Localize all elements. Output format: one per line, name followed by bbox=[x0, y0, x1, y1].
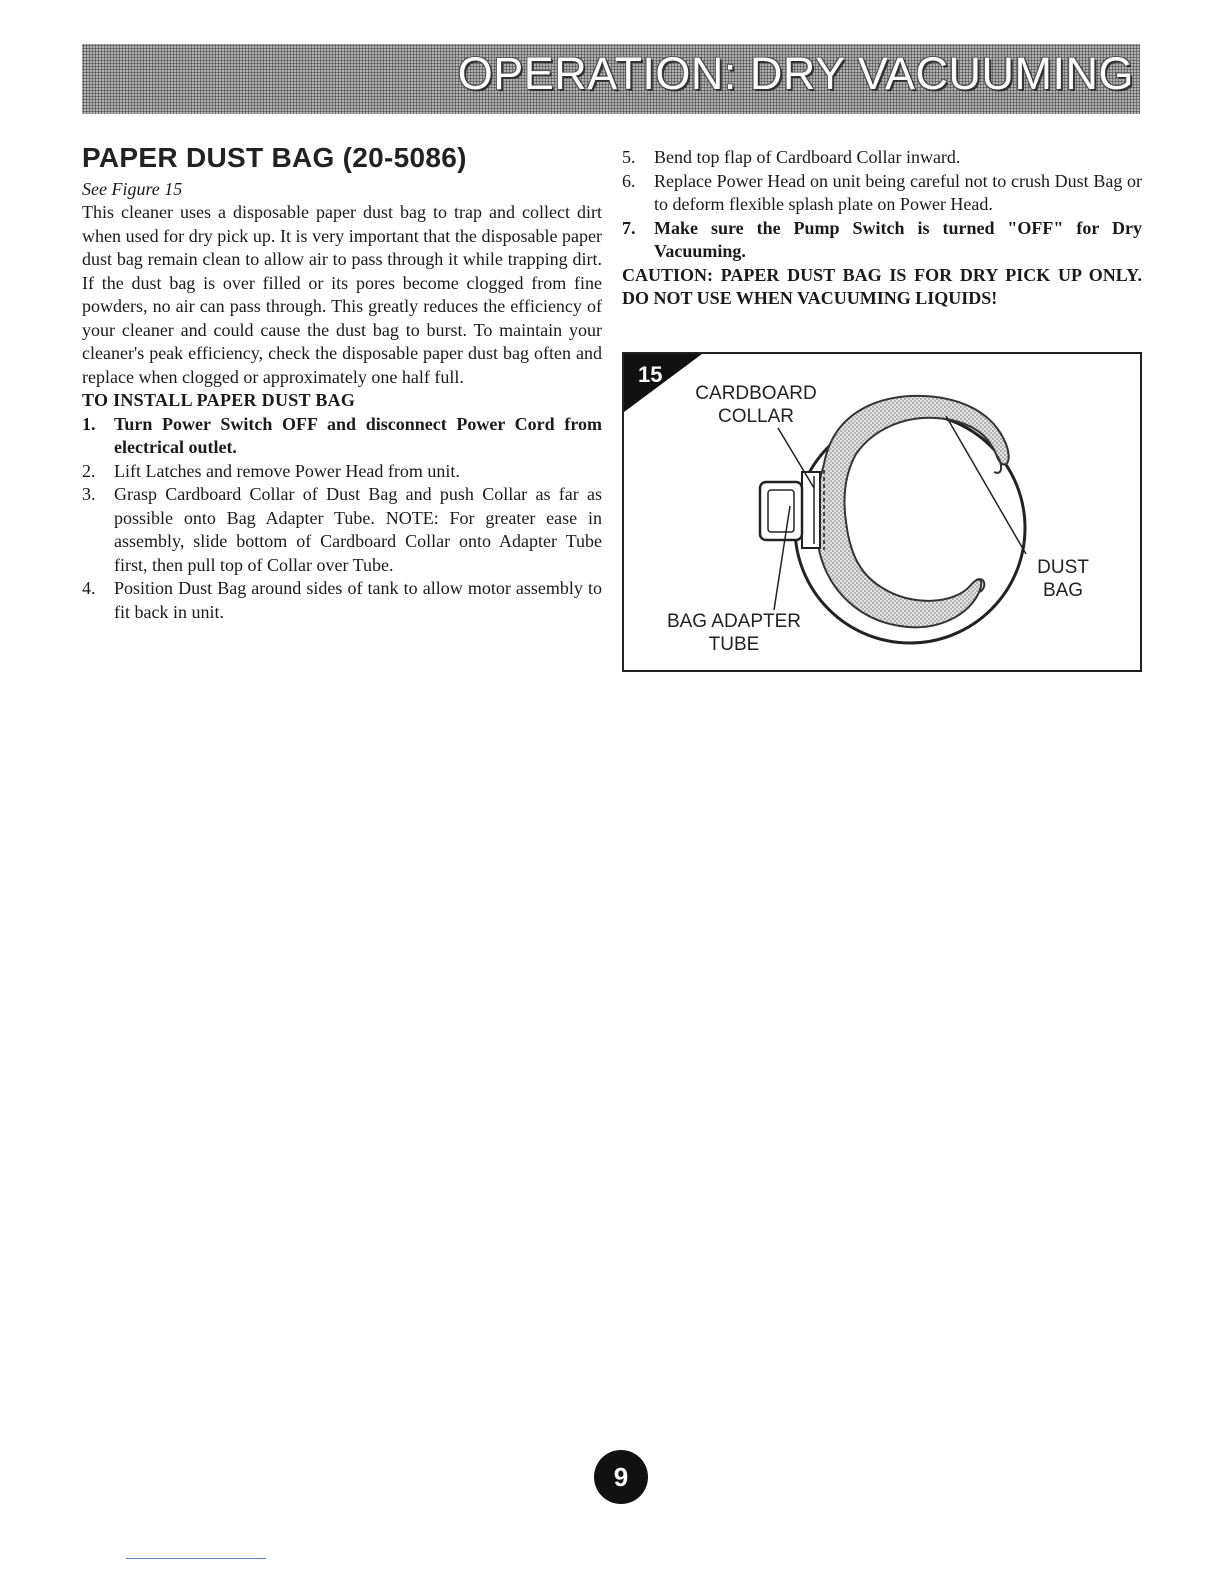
section-title: PAPER DUST BAG (20-5086) bbox=[82, 142, 467, 173]
page-title: OPERATION: DRY VACUUMING bbox=[457, 48, 1134, 99]
label-dust-bag: DUST BAG bbox=[1037, 557, 1089, 601]
figure-reference: See Figure 15 bbox=[82, 179, 183, 199]
step-item: 6. Replace Power Head on unit being careful not to crush Dust Bag or to deform flexible splash plate on Power Head. bbox=[622, 170, 1142, 214]
install-steps-list-continued bbox=[622, 146, 1142, 264]
figure-15 bbox=[622, 352, 1142, 672]
step-item: 1. Turn Power Switch OFF and disconnect Power Cord from electrical outlet. bbox=[82, 413, 602, 457]
footer-divider bbox=[126, 1558, 266, 1559]
page-number: 9 bbox=[594, 1450, 648, 1504]
header-banner bbox=[82, 44, 1140, 114]
left-column bbox=[82, 142, 602, 624]
step-item: 3. Grasp Cardboard Collar of Dust Bag and push Collar as far as possible onto Bag Adapter Tube. NOTE: For greater ease in assembly, slide bottom of Cardboard Collar onto Adapter Tube first, then pull top of Collar over Tube. bbox=[82, 484, 602, 575]
label-bag-adapter-tube: BAG ADAPTER TUBE bbox=[666, 611, 802, 655]
install-steps-list bbox=[82, 413, 602, 625]
step-item: 7. Make sure the Pump Switch is turned "OFF" for Dry Vacuuming. bbox=[622, 217, 1142, 261]
step-item: 5. Bend top flap of Cardboard Collar inward. bbox=[622, 147, 961, 167]
intro-paragraph: This cleaner uses a disposable paper dust bag to trap and collect dirt when used for dry pick up. It is very important that the disposable paper dust bag remain clean to allow air to pass through it while trapping dirt. If the dust bag is over filled or its pores become clogged from fine powders, no air can pass through. This greatly reduces the efficiency of your cleaner and could cause the dust bag to burst. To maintain your cleaner's peak efficiency, check the disposable paper dust bag often and replace when clogged or approximately one half full. bbox=[82, 202, 602, 387]
right-column bbox=[622, 146, 1142, 311]
label-cardboard-collar: CARDBOARD COLLAR bbox=[695, 383, 817, 427]
step-item: 2. Lift Latches and remove Power Head from unit. bbox=[82, 460, 460, 481]
install-heading: TO INSTALL PAPER DUST BAG bbox=[82, 390, 356, 410]
figure-number: 15 bbox=[638, 362, 663, 387]
step-item: 4. Position Dust Bag around sides of tank to allow motor assembly to fit back in unit. bbox=[82, 578, 602, 622]
caution-text: CAUTION: PAPER DUST BAG IS FOR DRY PICK UP ONLY. DO NOT USE WHEN VACUUMING LIQUIDS! bbox=[622, 264, 1142, 308]
